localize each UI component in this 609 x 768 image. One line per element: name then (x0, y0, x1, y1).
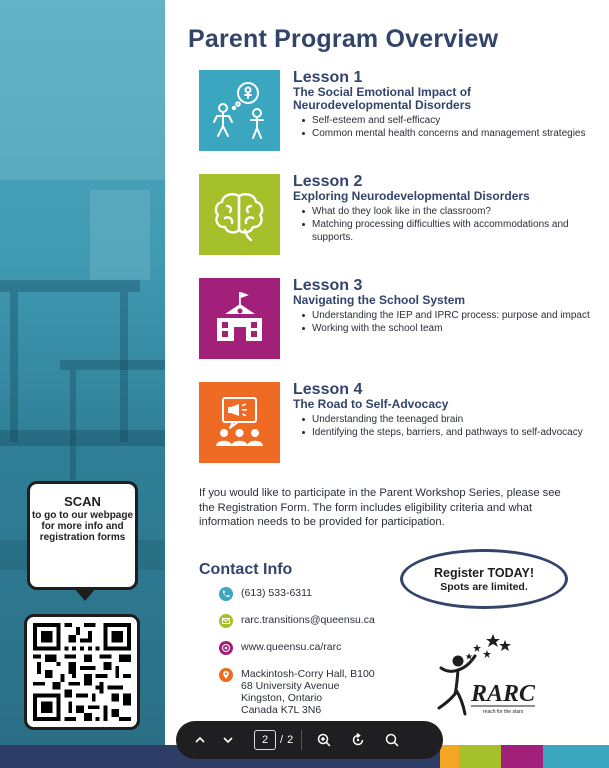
logo-wordmark: RARC (471, 681, 536, 707)
rotate-button[interactable] (344, 726, 372, 754)
email-link: rarc.transitions@queensu.ca (241, 614, 375, 626)
page-separator: / (280, 734, 284, 746)
lesson-4-text (293, 381, 593, 439)
lesson-bullets (301, 114, 593, 140)
scan-callout (27, 481, 138, 590)
lesson-1-text (293, 69, 593, 140)
register-headline: Register TODAY! (433, 566, 535, 580)
bullet-item: Matching processing difficulties with accommodations and supports. (301, 218, 593, 244)
mail-icon (219, 614, 233, 628)
register-subline: Spots are limited. (440, 581, 528, 593)
address-line: 68 University Avenue (241, 680, 340, 692)
megaphone-group-icon (199, 382, 280, 463)
phone-number: (613) 533-6311 (241, 587, 313, 599)
lesson-number: Lesson 4 (293, 381, 363, 398)
strip-segment (440, 745, 459, 768)
lesson-subtitle: The Social Emotional Impact of Neurodevelopmental Disorders (293, 85, 472, 112)
chevron-down-icon (221, 733, 235, 747)
website-link: www.queensu.ca/rarc (241, 641, 342, 653)
school-icon (199, 278, 280, 359)
contact-email[interactable] (219, 614, 375, 628)
page-number-input[interactable]: 2 (254, 730, 276, 750)
page-total: 2 (287, 734, 294, 746)
lesson-bullets (301, 309, 593, 335)
lesson-2-text (293, 173, 593, 244)
contact-phone[interactable] (219, 587, 312, 601)
strip-segment (543, 745, 609, 768)
brain-icon (199, 174, 280, 255)
registration-intro: If you would like to participate in the Parent Workshop Series, please see the Registration Form. The form includes eligibility criteria and what information needs to be provided for participation. (199, 487, 561, 528)
bullet-item: Understanding the teenaged brain (301, 413, 593, 426)
phone-icon (219, 587, 233, 601)
contact-website[interactable] (219, 641, 341, 655)
contact-address (219, 668, 375, 716)
bullet-item: Self-esteem and self-efficacy (301, 114, 593, 127)
address-line: Mackintosh-Corry Hall, B100 (241, 668, 375, 680)
contact-heading: Contact Info (199, 561, 293, 578)
search-icon (384, 732, 400, 748)
lesson-number: Lesson 2 (293, 173, 363, 190)
bullet-item: Identifying the steps, barriers, and pathways to self-advocacy (301, 426, 593, 439)
lesson-number: Lesson 3 (293, 277, 363, 294)
scan-text: to go to our webpage for more info and registration forms (31, 510, 134, 543)
search-button[interactable] (378, 726, 406, 754)
next-page-button[interactable] (214, 726, 242, 754)
lesson-number: Lesson 1 (293, 69, 363, 86)
lesson-bullets (301, 413, 593, 439)
bullet-item: Common mental health concerns and management strategies (301, 127, 593, 140)
thinking-people-icon (199, 70, 280, 151)
page-title: Parent Program Overview (188, 25, 499, 53)
bullet-item: Working with the school team (301, 322, 593, 335)
rotate-icon (350, 732, 366, 748)
qr-code[interactable] (24, 614, 140, 730)
previous-page-button[interactable] (186, 726, 214, 754)
address-line: Kingston, Ontario (241, 692, 323, 704)
pdf-viewer-toolbar (176, 721, 443, 759)
bullet-item: Understanding the IEP and IPRC process: purpose and impact (301, 309, 593, 322)
strip-segment (501, 745, 543, 768)
scan-title: SCAN (64, 494, 101, 509)
lesson-subtitle: Navigating the School System (293, 293, 466, 307)
zoom-in-button[interactable] (310, 726, 338, 754)
strip-segment (459, 745, 501, 768)
lesson-subtitle: Exploring Neurodevelopmental Disorders (293, 189, 530, 203)
rarc-logo (433, 628, 543, 720)
toolbar-divider (301, 730, 302, 750)
zoom-in-icon (316, 732, 332, 748)
globe-icon (219, 641, 233, 655)
logo-tagline: reach for the stars (483, 709, 524, 715)
qr-code-graphic (33, 623, 131, 721)
lesson-subtitle: The Road to Self-Advocacy (293, 397, 449, 411)
lesson-3-text (293, 277, 593, 335)
chevron-up-icon (193, 733, 207, 747)
bullet-item: What do they look like in the classroom? (301, 205, 593, 218)
address-line: Canada K7L 3N6 (241, 704, 322, 716)
address-block (241, 668, 375, 716)
register-callout (400, 549, 568, 609)
lesson-bullets (301, 205, 593, 244)
location-pin-icon (219, 668, 233, 682)
